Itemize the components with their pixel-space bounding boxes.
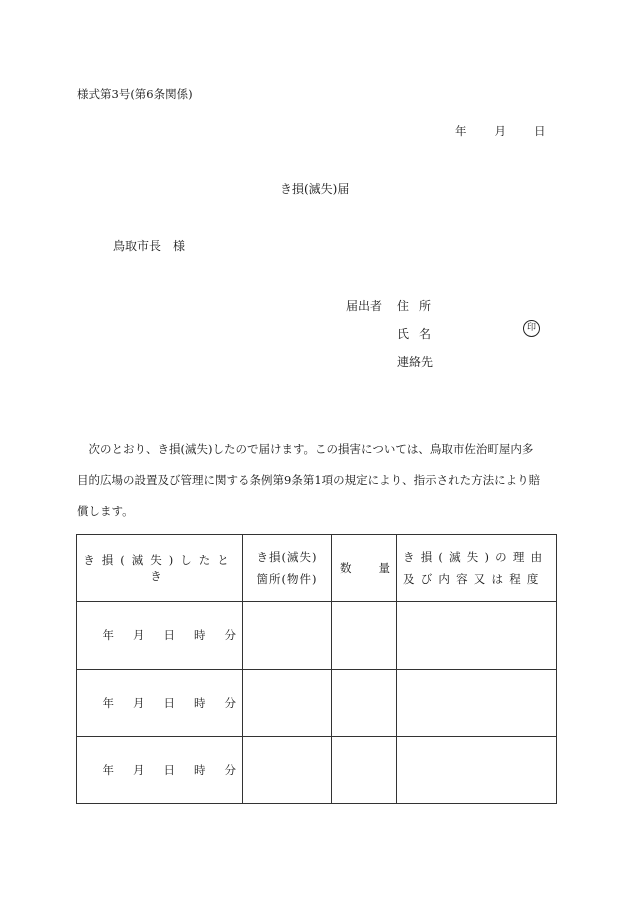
quantity-cell[interactable] — [332, 736, 397, 803]
month-unit: 月 — [133, 628, 145, 643]
day-unit: 日 — [163, 762, 175, 777]
form-number: 様式第3号(第6条関係) — [77, 87, 193, 101]
quantity-cell[interactable] — [332, 602, 397, 669]
body-line-3: 償します。 — [77, 504, 134, 518]
month-unit: 月 — [133, 762, 145, 777]
place-cell[interactable] — [243, 669, 332, 736]
year-unit: 年 — [102, 762, 114, 777]
table-row — [77, 736, 557, 803]
hour-unit: 時 — [194, 628, 206, 643]
header-place-line2: 箇所(物件) — [256, 572, 318, 587]
header-quantity-part1: 数 — [340, 561, 352, 575]
name-label: 氏名 — [397, 327, 442, 341]
addressee: 鳥取市長 様 — [113, 239, 186, 253]
seal-mark: 印 — [523, 320, 540, 337]
minute-unit: 分 — [224, 762, 236, 777]
minute-unit: 分 — [224, 695, 236, 710]
day-unit: 日 — [163, 628, 175, 643]
reason-cell[interactable] — [397, 669, 557, 736]
reason-cell[interactable] — [397, 736, 557, 803]
place-cell[interactable] — [243, 602, 332, 669]
table-row — [77, 669, 557, 736]
body-line-1: 次のとおり、き損(滅失)したので届けます。この損害については、鳥取市佐治町屋内多 — [77, 442, 534, 456]
header-reason — [397, 535, 557, 602]
hour-unit: 時 — [194, 762, 206, 777]
date-month-label: 月 — [494, 124, 506, 138]
datetime-cell[interactable] — [77, 602, 243, 669]
month-unit: 月 — [133, 695, 145, 710]
applicant-label: 届出者 — [346, 299, 383, 313]
reason-cell[interactable] — [397, 602, 557, 669]
header-place-line1: き損(滅失) — [256, 550, 318, 565]
date-year-label: 年 — [455, 124, 467, 138]
quantity-cell[interactable] — [332, 669, 397, 736]
day-unit: 日 — [163, 695, 175, 710]
date-line — [455, 123, 546, 139]
document-title: き損(滅失)届 — [280, 182, 350, 196]
year-unit: 年 — [102, 695, 114, 710]
date-day-label: 日 — [534, 124, 546, 138]
header-quantity — [332, 535, 397, 602]
hour-unit: 時 — [194, 695, 206, 710]
minute-unit: 分 — [224, 628, 236, 643]
contact-label: 連絡先 — [397, 355, 434, 369]
header-quantity-part2: 量 — [378, 561, 390, 575]
header-reason-line2: 及び内容又は程度 — [403, 572, 545, 587]
datetime-cell[interactable] — [77, 669, 243, 736]
damage-table — [76, 534, 557, 804]
header-when: き損(滅失)したとき — [77, 535, 243, 602]
header-reason-line1: き損(滅失)の理由 — [403, 550, 549, 565]
year-unit: 年 — [102, 628, 114, 643]
place-cell[interactable] — [243, 736, 332, 803]
header-place — [243, 535, 332, 602]
address-label: 住所 — [397, 299, 442, 313]
table-row — [77, 602, 557, 669]
table-header-row — [77, 535, 557, 602]
datetime-cell[interactable] — [77, 736, 243, 803]
body-line-2: 目的広場の設置及び管理に関する条例第9条第1項の規定により、指示された方法により賠 — [77, 473, 541, 487]
body-paragraph — [77, 434, 555, 527]
